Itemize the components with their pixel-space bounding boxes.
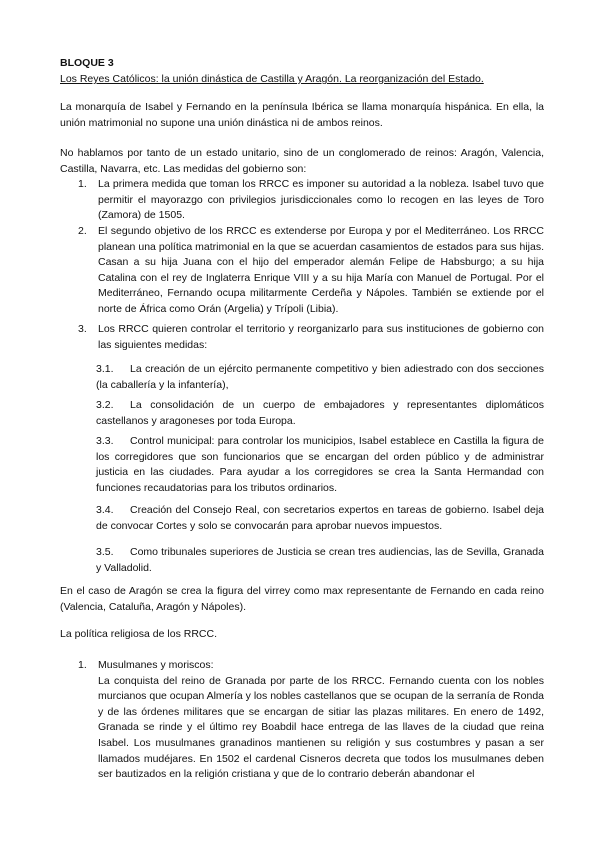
sublist-item (96, 503, 544, 534)
list-item-title: Musulmanes y moriscos: (98, 659, 214, 671)
sublist-number: 3.3. (96, 435, 114, 447)
sublist-text: Como tribunales superiores de Justicia se crean tres audiencias, las de Sevilla, Granada y Valladolid. (96, 546, 544, 574)
sublist-item (96, 362, 544, 393)
sublist-number: 3.1. (96, 363, 114, 375)
aragon-paragraph: En el caso de Aragón se crea la figura del virrey como max representante de Fernando en cada reino (Valencia, Cataluña, Aragón y Nápoles). (60, 585, 544, 613)
list-text: El segundo objetivo de los RRCC es extenderse por Europa y por el Mediterráneo. Los RRCC planean una política matrimonial en la que se acuerdan casamientos de estados para sus hijas. Casan a su hija Juana con el hijo del emperador alemán Felipe de Habsburgo; a su hija Catalina con el rey de Inglaterra Enrique VIII y a su hija María con Manuel de Portugal. Por el Mediterráneo, Fernando ocupa militarmente Cerdeña y Nápoles. También se extiende por el norte de África como Orán (Argelia) y Trípoli (Libia). (98, 225, 544, 315)
sublist-number: 3.4. (96, 504, 114, 516)
list-number: 1. (78, 178, 87, 190)
list-text: Los RRCC quieren controlar el territorio y reorganizarlo para sus instituciones de gobierno con las siguientes medidas: (98, 323, 544, 351)
document-title: BLOQUE 3 (60, 57, 114, 69)
sublist-text: La consolidación de un cuerpo de embajadores y representantes diplomáticos castellanos y aragoneses por toda Europa. (96, 399, 544, 427)
list-item (78, 177, 544, 224)
sublist-item (96, 398, 544, 429)
lead-paragraph: No hablamos por tanto de un estado unitario, sino de un conglomerado de reinos: Aragón, Valencia, Castilla, Navarra, etc. Las medidas del gobierno son: (60, 147, 544, 175)
intro-paragraph: La monarquía de Isabel y Fernando en la península Ibérica se llama monarquía hispánica. En ella, la unión matrimonial no supone una unión dinástica ni de ambos reinos. (60, 101, 544, 129)
sublist-item (96, 434, 544, 496)
list-item (78, 658, 544, 783)
sublist-text: Creación del Consejo Real, con secretarios expertos en tareas de gobierno. Isabel deja de convocar Cortes y solo se convocarán para aprobar nuevos impuestos. (96, 504, 544, 532)
list-text: La conquista del reino de Granada por parte de los RRCC. Fernando cuenta con los nobles murcianos que ocupan Almería y los nobles castellanos que se ocupan de la serranía de Ronda y de las órdenes militares que se encargan de sitiar las plazas militares. En enero de 1492, Granada se rinde y el último rey Boabdil hace entrega de las llaves de la ciudad que reina Isabel. Los musulmanes granadinos mantienen su religión y sus costumbres y pasan a ser llamados mudéjares. En 1502 el cardenal Cisneros decreta que todos los musulmanes deben ser bautizados en la religión cristiana y que de lo contrario deberán abandonar el (98, 674, 544, 781)
sublist-text: Control municipal: para controlar los municipios, Isabel establece en Castilla la figura de los corregidores que son funcionarios que se encargan del orden público y de administrar justicia en las ciudades. Para ayudar a los corregidores se crea la Santa Hermandad con funciones recaudatorias para los tributos ordinarios. (96, 435, 544, 494)
list-number: 3. (78, 323, 87, 335)
list-text: La primera medida que toman los RRCC es imponer su autoridad a la nobleza. Isabel tuvo que permitir el mayorazgo con privilegios jurisdiccionales como lo recogen en las leyes de Toro (Zamora) de 1505. (98, 178, 544, 222)
list-item (78, 224, 544, 318)
list-number: 2. (78, 225, 87, 237)
religious-policy-heading: La política religiosa de los RRCC. (60, 628, 217, 640)
sublist-number: 3.5. (96, 546, 114, 558)
sublist-text: La creación de un ejército permanente competitivo y bien adiestrado con dos secciones (la caballería y la infantería), (96, 363, 544, 391)
list-item (78, 322, 544, 353)
sublist-item (96, 545, 544, 576)
sublist-number: 3.2. (96, 399, 114, 411)
document-subtitle: Los Reyes Católicos: la unión dinástica de Castilla y Aragón. La reorganización del Estado. (60, 73, 484, 85)
list-number: 1. (78, 659, 87, 671)
